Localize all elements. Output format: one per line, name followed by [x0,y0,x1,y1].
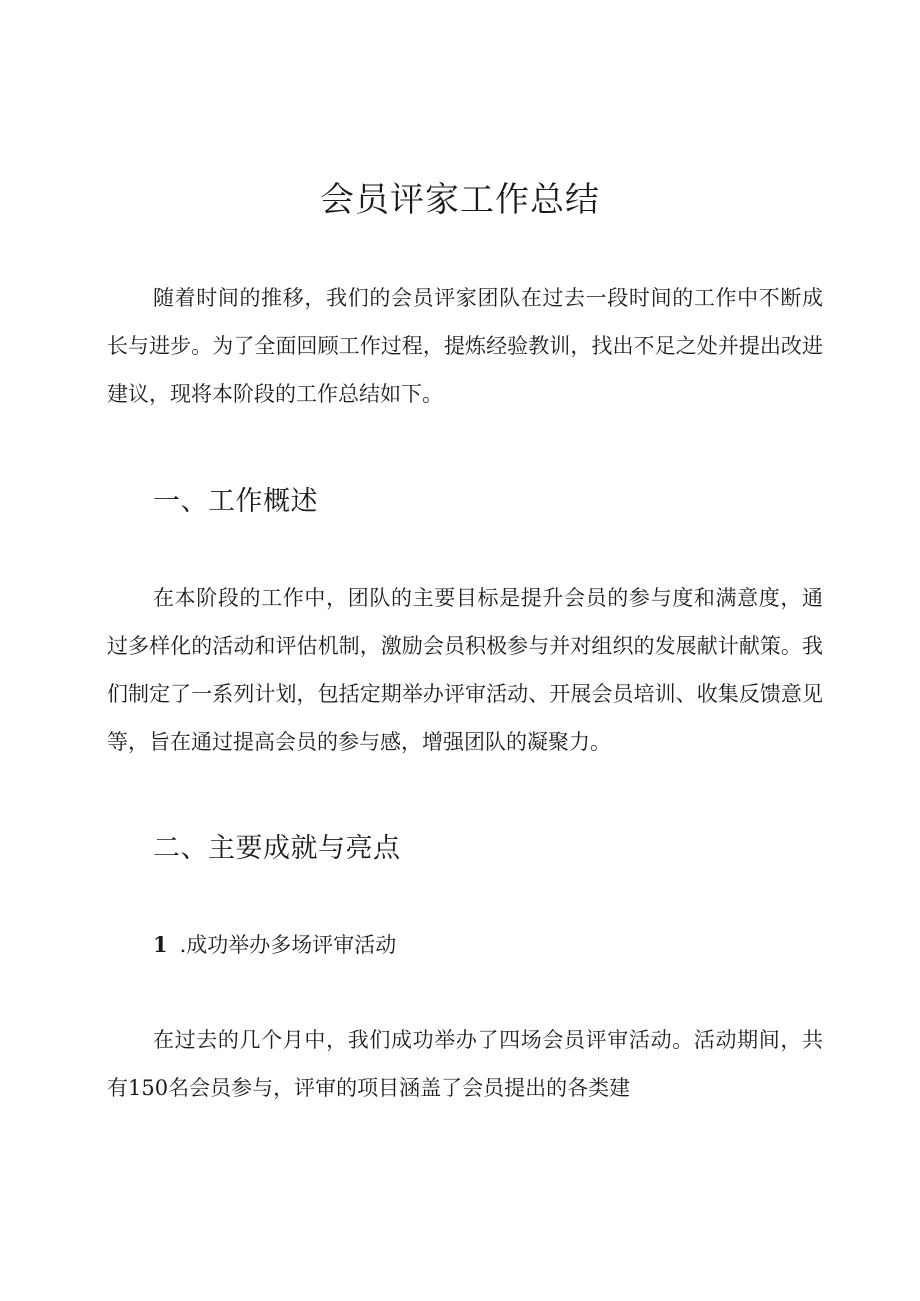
subsection-title: .成功举办多场评审活动 [179,933,397,957]
section-heading-achievements: 二、主要成就与亮点 [153,833,401,864]
review-activities-paragraph: 在过去的几个月中，我们成功举办了四场会员评审活动。活动期间，共有150名会员参与，评审的项目涵盖了会员提出的各类建 [107,1028,823,1100]
overview-paragraph: 在本阶段的工作中，团队的主要目标是提升会员的参与度和满意度，通过多样化的活动和评估机制，激励会员积极参与并对组织的发展献计献策。我们制定了一系列计划，包括定期举办评审活动、开展会员培训、收集反馈意见等，旨在通过提高会员的参与感，增强团队的凝聚力。 [107,586,823,754]
subsection-number: 1 [153,932,168,957]
subsection-heading-review-activities [153,925,396,965]
section-heading-overview: 一、工作概述 [153,486,318,517]
intro-paragraph: 随着时间的推移，我们的会员评家团队在过去一段时间的工作中不断成长与进步。为了全面回顾工作过程，提炼经验教训，找出不足之处并提出改进建议，现将本阶段的工作总结如下。 [107,286,823,406]
document-title: 会员评家工作总结 [320,180,600,220]
